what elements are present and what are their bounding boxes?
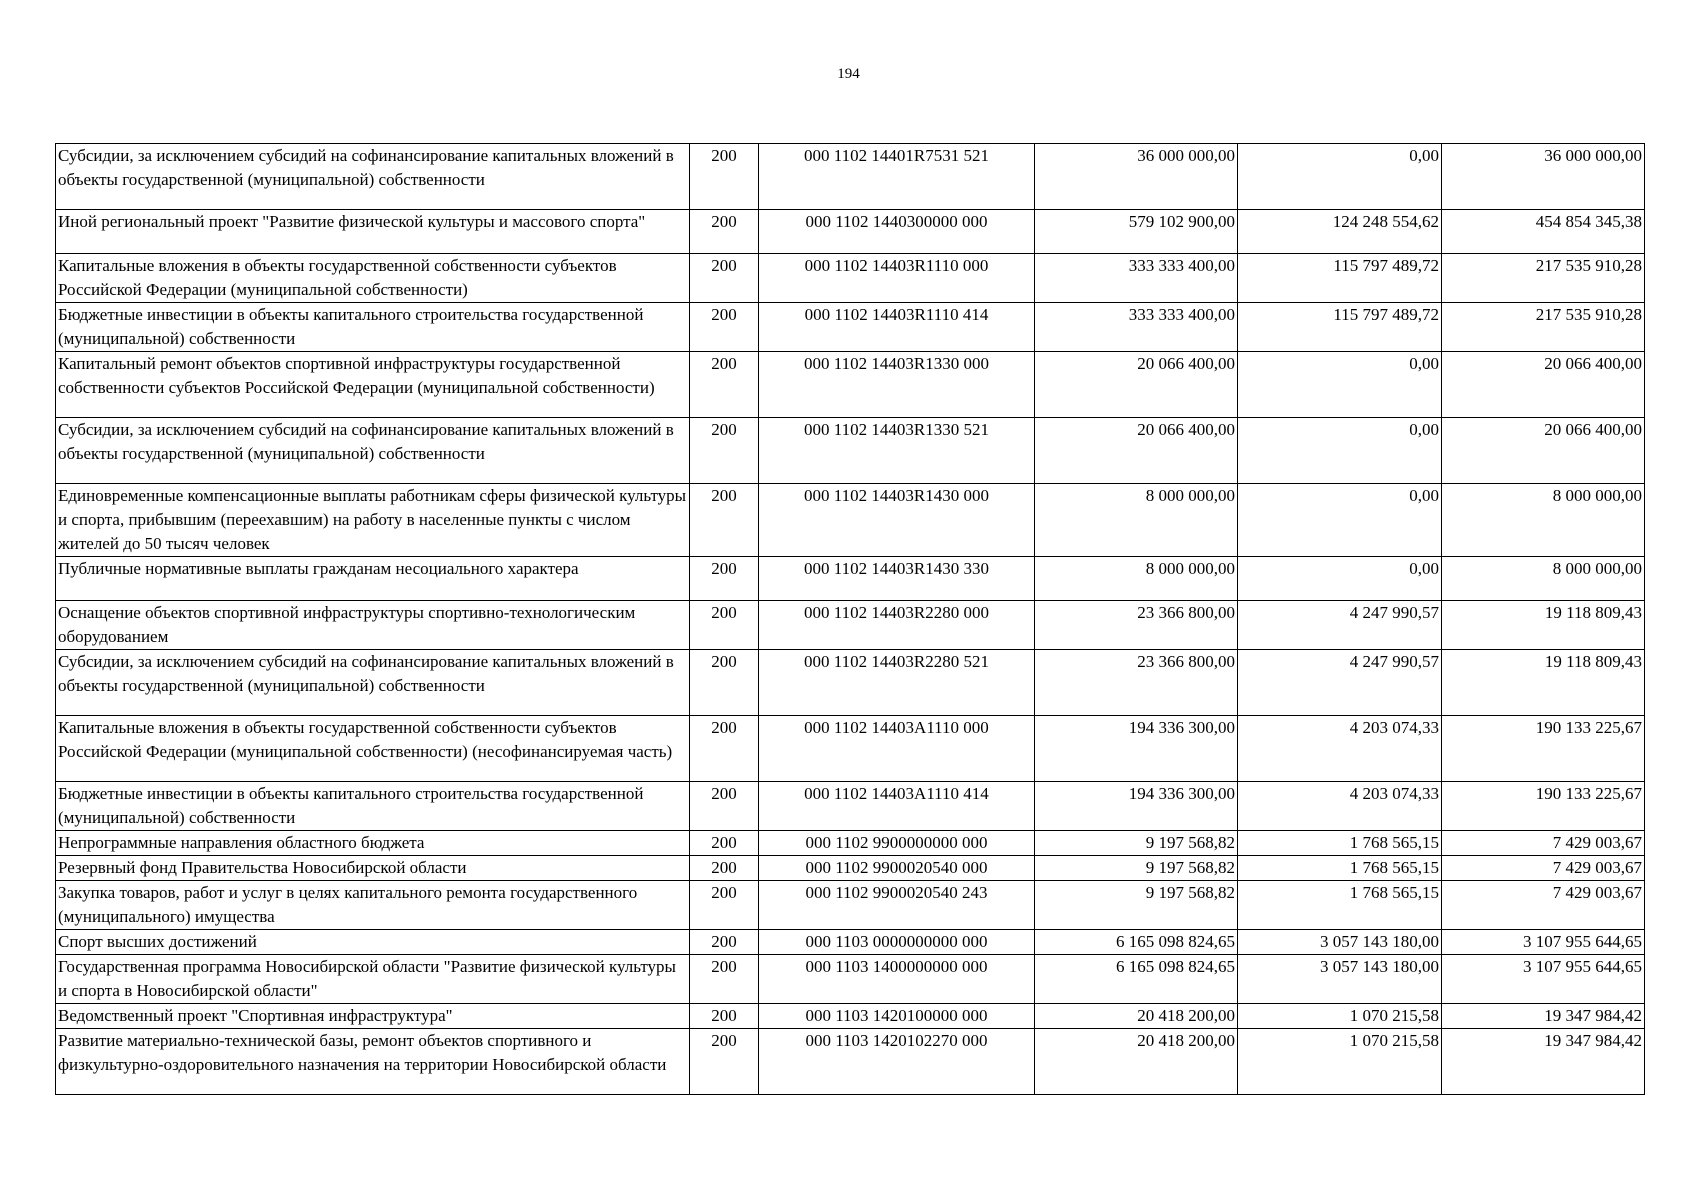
- cell-line-code: 200: [690, 1029, 759, 1095]
- cell-budget-classification: 000 1102 14403R2280 000: [759, 601, 1035, 650]
- cell-unexecuted-amount: 190 133 225,67: [1442, 716, 1645, 782]
- cell-budget-classification: 000 1103 1420102270 000: [759, 1029, 1035, 1095]
- table-row: [56, 210, 1645, 254]
- cell-name: Капитальный ремонт объектов спортивной инфраструктуры государственной собственности субъектов Российской Федерации (муниципальной собственности): [56, 352, 690, 418]
- cell-name: Государственная программа Новосибирской области "Развитие физической культуры и спорта в Новосибирской области": [56, 955, 690, 1004]
- cell-unexecuted-amount: 7 429 003,67: [1442, 831, 1645, 856]
- cell-approved-amount: 23 366 800,00: [1035, 650, 1238, 716]
- cell-executed-amount: 0,00: [1238, 352, 1442, 418]
- cell-line-code: 200: [690, 856, 759, 881]
- cell-name: Субсидии, за исключением субсидий на софинансирование капитальных вложений в объекты государственной (муниципальной) собственности: [56, 418, 690, 484]
- table-row: [56, 303, 1645, 352]
- table-row: [56, 782, 1645, 831]
- cell-approved-amount: 23 366 800,00: [1035, 601, 1238, 650]
- table-row: [56, 601, 1645, 650]
- cell-name: Капитальные вложения в объекты государственной собственности субъектов Российской Федерации (муниципальной собственности): [56, 254, 690, 303]
- cell-line-code: 200: [690, 881, 759, 930]
- cell-name: Резервный фонд Правительства Новосибирской области: [56, 856, 690, 881]
- cell-unexecuted-amount: 7 429 003,67: [1442, 856, 1645, 881]
- cell-name: Развитие материально-технической базы, ремонт объектов спортивного и физкультурно-оздоровительного назначения на территории Новосибирской области: [56, 1029, 690, 1095]
- cell-executed-amount: 1 768 565,15: [1238, 831, 1442, 856]
- table-row: [56, 352, 1645, 418]
- cell-name: Бюджетные инвестиции в объекты капитального строительства государственной (муниципальной) собственности: [56, 303, 690, 352]
- cell-unexecuted-amount: 20 066 400,00: [1442, 352, 1645, 418]
- cell-executed-amount: 115 797 489,72: [1238, 254, 1442, 303]
- cell-name: Закупка товаров, работ и услуг в целях капитального ремонта государственного (муниципального) имущества: [56, 881, 690, 930]
- cell-executed-amount: 4 247 990,57: [1238, 601, 1442, 650]
- cell-unexecuted-amount: 190 133 225,67: [1442, 782, 1645, 831]
- cell-executed-amount: 1 070 215,58: [1238, 1004, 1442, 1029]
- cell-budget-classification: 000 1102 14403R1430 000: [759, 484, 1035, 557]
- table-row: [56, 1029, 1645, 1095]
- cell-name: Иной региональный проект "Развитие физической культуры и массового спорта": [56, 210, 690, 254]
- cell-name: Публичные нормативные выплаты гражданам несоциального характера: [56, 557, 690, 601]
- cell-approved-amount: 333 333 400,00: [1035, 303, 1238, 352]
- cell-budget-classification: 000 1102 14403A1110 000: [759, 716, 1035, 782]
- table-row: [56, 930, 1645, 955]
- cell-approved-amount: 579 102 900,00: [1035, 210, 1238, 254]
- table-body: [56, 144, 1645, 1095]
- cell-executed-amount: 1 768 565,15: [1238, 881, 1442, 930]
- cell-budget-classification: 000 1102 14403R1110 414: [759, 303, 1035, 352]
- cell-executed-amount: 0,00: [1238, 144, 1442, 210]
- cell-line-code: 200: [690, 303, 759, 352]
- cell-unexecuted-amount: 8 000 000,00: [1442, 484, 1645, 557]
- cell-approved-amount: 8 000 000,00: [1035, 557, 1238, 601]
- cell-line-code: 200: [690, 210, 759, 254]
- cell-budget-classification: 000 1102 14403R1430 330: [759, 557, 1035, 601]
- cell-approved-amount: 194 336 300,00: [1035, 782, 1238, 831]
- cell-line-code: 200: [690, 254, 759, 303]
- cell-unexecuted-amount: 454 854 345,38: [1442, 210, 1645, 254]
- cell-unexecuted-amount: 36 000 000,00: [1442, 144, 1645, 210]
- table-row: [56, 955, 1645, 1004]
- cell-approved-amount: 36 000 000,00: [1035, 144, 1238, 210]
- cell-approved-amount: 8 000 000,00: [1035, 484, 1238, 557]
- cell-unexecuted-amount: 19 347 984,42: [1442, 1004, 1645, 1029]
- cell-name: Субсидии, за исключением субсидий на софинансирование капитальных вложений в объекты государственной (муниципальной) собственности: [56, 144, 690, 210]
- cell-line-code: 200: [690, 650, 759, 716]
- cell-executed-amount: 0,00: [1238, 418, 1442, 484]
- cell-unexecuted-amount: 8 000 000,00: [1442, 557, 1645, 601]
- table-row: [56, 254, 1645, 303]
- table-row: [56, 484, 1645, 557]
- cell-budget-classification: 000 1102 14403R1110 000: [759, 254, 1035, 303]
- cell-unexecuted-amount: 3 107 955 644,65: [1442, 930, 1645, 955]
- page-number: 194: [837, 66, 860, 82]
- cell-unexecuted-amount: 3 107 955 644,65: [1442, 955, 1645, 1004]
- cell-approved-amount: 6 165 098 824,65: [1035, 955, 1238, 1004]
- cell-line-code: 200: [690, 144, 759, 210]
- cell-executed-amount: 4 247 990,57: [1238, 650, 1442, 716]
- cell-executed-amount: 124 248 554,62: [1238, 210, 1442, 254]
- cell-executed-amount: 1 768 565,15: [1238, 856, 1442, 881]
- cell-approved-amount: 20 418 200,00: [1035, 1004, 1238, 1029]
- cell-unexecuted-amount: 20 066 400,00: [1442, 418, 1645, 484]
- cell-budget-classification: 000 1102 14403R2280 521: [759, 650, 1035, 716]
- cell-line-code: 200: [690, 557, 759, 601]
- cell-line-code: 200: [690, 955, 759, 1004]
- cell-executed-amount: 1 070 215,58: [1238, 1029, 1442, 1095]
- cell-executed-amount: 115 797 489,72: [1238, 303, 1442, 352]
- cell-line-code: 200: [690, 716, 759, 782]
- table-row: [56, 144, 1645, 210]
- cell-approved-amount: 333 333 400,00: [1035, 254, 1238, 303]
- table-row: [56, 716, 1645, 782]
- cell-unexecuted-amount: 19 118 809,43: [1442, 601, 1645, 650]
- cell-budget-classification: 000 1103 0000000000 000: [759, 930, 1035, 955]
- table-row: [56, 881, 1645, 930]
- cell-budget-classification: 000 1102 9900020540 243: [759, 881, 1035, 930]
- cell-budget-classification: 000 1102 1440300000 000: [759, 210, 1035, 254]
- table-row: [56, 557, 1645, 601]
- cell-line-code: 200: [690, 352, 759, 418]
- cell-budget-classification: 000 1102 14403R1330 000: [759, 352, 1035, 418]
- cell-budget-classification: 000 1102 9900020540 000: [759, 856, 1035, 881]
- cell-approved-amount: 194 336 300,00: [1035, 716, 1238, 782]
- cell-executed-amount: 3 057 143 180,00: [1238, 955, 1442, 1004]
- table-row: [56, 650, 1645, 716]
- cell-executed-amount: 3 057 143 180,00: [1238, 930, 1442, 955]
- cell-unexecuted-amount: 19 347 984,42: [1442, 1029, 1645, 1095]
- cell-unexecuted-amount: 217 535 910,28: [1442, 303, 1645, 352]
- cell-name: Субсидии, за исключением субсидий на софинансирование капитальных вложений в объекты государственной (муниципальной) собственности: [56, 650, 690, 716]
- cell-budget-classification: 000 1102 14403R1330 521: [759, 418, 1035, 484]
- cell-approved-amount: 20 418 200,00: [1035, 1029, 1238, 1095]
- table-row: [56, 1004, 1645, 1029]
- cell-name: Непрограммные направления областного бюджета: [56, 831, 690, 856]
- cell-name: Единовременные компенсационные выплаты работникам сферы физической культуры и спорта, прибывшим (переехавшим) на работу в населенные пункты с числом жителей до 50 тысяч человек: [56, 484, 690, 557]
- cell-executed-amount: 0,00: [1238, 484, 1442, 557]
- cell-executed-amount: 0,00: [1238, 557, 1442, 601]
- cell-line-code: 200: [690, 930, 759, 955]
- cell-name: Ведомственный проект "Спортивная инфраструктура": [56, 1004, 690, 1029]
- cell-approved-amount: 20 066 400,00: [1035, 352, 1238, 418]
- cell-unexecuted-amount: 19 118 809,43: [1442, 650, 1645, 716]
- cell-line-code: 200: [690, 1004, 759, 1029]
- cell-unexecuted-amount: 7 429 003,67: [1442, 881, 1645, 930]
- cell-unexecuted-amount: 217 535 910,28: [1442, 254, 1645, 303]
- cell-line-code: 200: [690, 831, 759, 856]
- cell-line-code: 200: [690, 418, 759, 484]
- cell-approved-amount: 9 197 568,82: [1035, 856, 1238, 881]
- cell-name: Оснащение объектов спортивной инфраструктуры спортивно-технологическим оборудованием: [56, 601, 690, 650]
- table-row: [56, 856, 1645, 881]
- cell-approved-amount: 20 066 400,00: [1035, 418, 1238, 484]
- table-row: [56, 831, 1645, 856]
- cell-executed-amount: 4 203 074,33: [1238, 782, 1442, 831]
- table-row: [56, 418, 1645, 484]
- cell-name: Спорт высших достижений: [56, 930, 690, 955]
- cell-approved-amount: 9 197 568,82: [1035, 831, 1238, 856]
- cell-budget-classification: 000 1102 9900000000 000: [759, 831, 1035, 856]
- cell-name: Капитальные вложения в объекты государственной собственности субъектов Российской Федерации (муниципальной собственности) (несофинансируемая часть): [56, 716, 690, 782]
- cell-line-code: 200: [690, 601, 759, 650]
- cell-line-code: 200: [690, 484, 759, 557]
- cell-approved-amount: 6 165 098 824,65: [1035, 930, 1238, 955]
- cell-name: Бюджетные инвестиции в объекты капитального строительства государственной (муниципальной) собственности: [56, 782, 690, 831]
- cell-budget-classification: 000 1103 1420100000 000: [759, 1004, 1035, 1029]
- cell-executed-amount: 4 203 074,33: [1238, 716, 1442, 782]
- cell-budget-classification: 000 1102 14403A1110 414: [759, 782, 1035, 831]
- cell-budget-classification: 000 1103 1400000000 000: [759, 955, 1035, 1004]
- cell-approved-amount: 9 197 568,82: [1035, 881, 1238, 930]
- budget-execution-table: [55, 143, 1645, 1095]
- cell-budget-classification: 000 1102 14401R7531 521: [759, 144, 1035, 210]
- cell-line-code: 200: [690, 782, 759, 831]
